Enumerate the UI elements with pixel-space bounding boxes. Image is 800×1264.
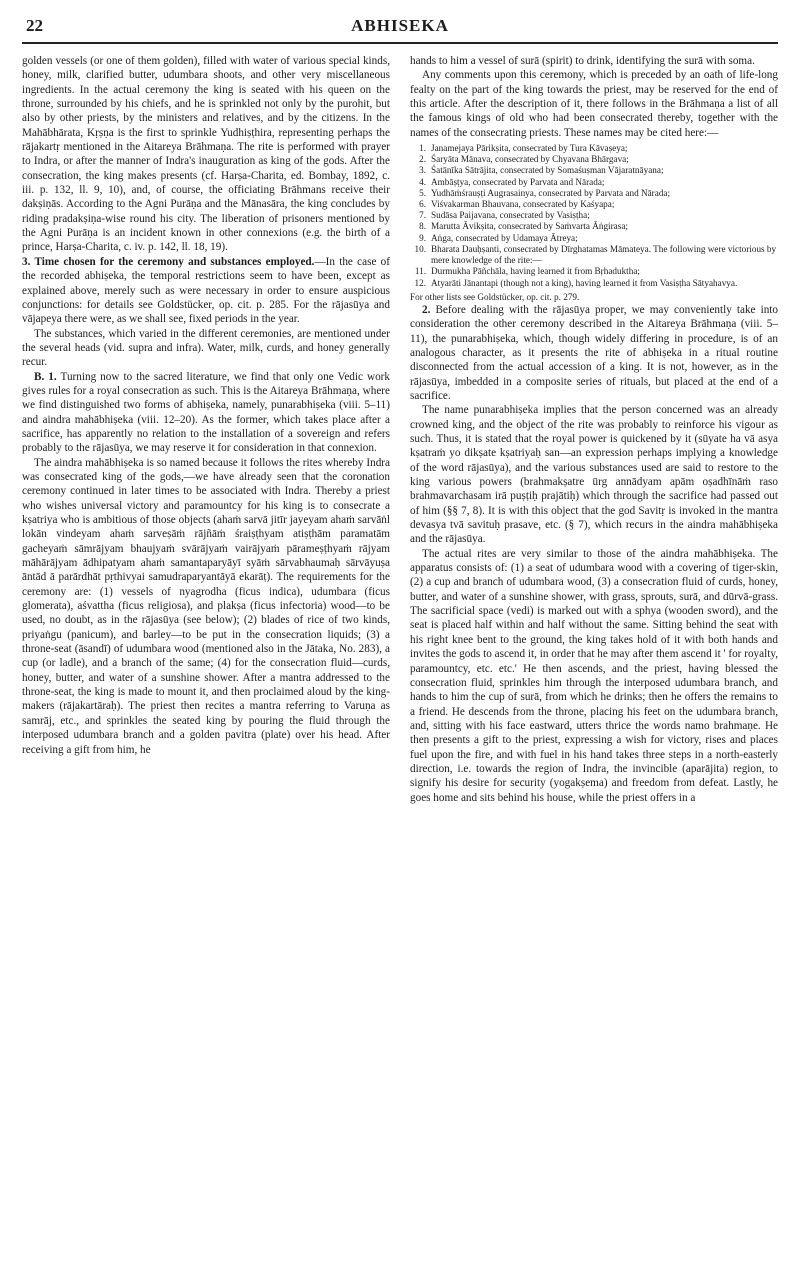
list-number: 3.: [419, 165, 426, 176]
section-heading: 3. Time chosen for the ceremony and substances employed.: [22, 255, 315, 268]
section-paragraph: [22, 370, 390, 456]
list-number: 9.: [419, 232, 426, 243]
list-text: Aṅga, consecrated by Udamaya Ātreya;: [431, 232, 578, 243]
paragraph: Any comments upon this ceremony, which is preceded by an oath of life-long fealty on the part of the king towards the priest, may be reserved for the end of this article. After the description of it, there follows in the Brāhmaṇa a list of all the famous kings of old who had been consecrated thereby, together with the names of the consecrating priests. These names may be cited here:—: [410, 69, 778, 139]
list-item: [410, 244, 778, 266]
section-paragraph: [22, 255, 390, 327]
list-text: Śatānīka Sātrājita, consecrated by Somaśuṣman Vājaratnāyana;: [431, 165, 664, 176]
list-text: Ambāṣṭya, consecrated by Parvata and Nārada;: [431, 176, 605, 187]
section-heading: B. 1.: [34, 370, 57, 383]
paragraph-text: Turning now to the sacred literature, we find that only one Vedic work gives rules for a royal consecration as such. This is the Aitareya Brāhmaṇa, where we find distinguished two forms of abhiṣeka, namely, punarabhiṣeka (viii. 5–11) and aindra mahābhiṣeka (viii. 12–20). As the former, which takes place after a sacrifice, has apparently no relation to the installation of a sovereign and refers probably to the rājasūya, we may reserve it for consideration in that connexion.: [22, 370, 390, 455]
left-column: [22, 54, 390, 805]
list-text: Marutta Āvikṣita, consecrated by Saṁvarta Āṅgirasa;: [431, 221, 628, 232]
page-header: [22, 10, 778, 40]
paragraph: The substances, which varied in the different ceremonies, are mentioned under the several heads (vid. supra and infra). Water, milk, curds, and honey generally recur.: [22, 327, 390, 369]
list-item: [410, 199, 778, 210]
paragraph: The aindra mahābhiṣeka is so named because it follows the rites whereby Indra was consecrated king of the gods,—we have already seen that the coronation ceremony continued in later times to be associated with Indra. Thereby a priest who wishes universal victory and paramountcy for his king is to consecrate a kṣatriya who is ambitious of those objects (ahaṁ sarvā jitīr jayeyam ahaṁ sarvāṅl lokān vindeyam ahaṁ sarveṣāṁ rājñāṁ śraiṣṭhyam atiṣṭhām paramatām gacheyaṁ sāmrājyam bhaujyaṁ svārājyaṁ vairājyaṁ pārameṣṭhyaṁ rājyam māhārājyam ādhipatyam ahaṁ samantaparyāyī syāṁ sārvabhaumaḥ sārvāyuṣa āntād ā parārdhāt pṛthivyai samudraparyantāyā ekarāṭ). The requirements for the ceremony are: (1) vessels of nyagrodha (ficus indica), udumbara (ficus glomerata), aśvattha (ficus religiosa), and plakṣa (ficus infectoria) wood—to be used, no doubt, as in the rājasūya (see below); (2) blades of rice of two kinds, priyaṅgu (panicum), and barley—to be put in the consecration liquids; (3) a throne-seat (āsandī) of udumbara wood (mentioned also in the Jātaka, No. 283), a cup (or ladle), and a branch of the same; (4) for the consecration fluid—curds, honey, butter, and water of a sunshine shower. After a mantra addressed to the throne-seat, the king is made to mount it, and then proclaimed aloud by the king-makers (rājakartāraḥ). The priest then recites a mantra referring to Varuṇa as samrāj, etc., and sprinkles the seated king by pouring the fluid through the interposed udumbara branch and a golden pavitra (plate) over his head. After receiving a gift from him, he: [22, 456, 390, 756]
paragraph: golden vessels (or one of them golden), filled with water of various special kinds, honey, milk, clarified butter, udumbara shoots, and other very miscellaneous ingredients. In the actual ceremony the king is seated with his queen on the throne, surrounded by his chiefs, and he is sprinkled not only by the purohit, but also by other priests, by the ministers and relatives, and by the citizens. In the Mahābhārata, Kṛṣṇa is the first to sprinkle Yudhiṣṭhira, representing perhaps the rājakartṛ mentioned in the Aitareya Brāhmaṇa. The rite is performed with prayer to Indra, or after the manner of Indra's inauguration as king of the gods. After the consecration, the king makes presents (cf. Harṣa-Charita, ed. Bombay, 1892, c. iii. p. 132, ll. 9, 10), and, of course, the officiating Brāhmans receive their dakṣiṇās. According to the Agni Purāṇa and the Mānasāra, the king concludes by riding pradakṣiṇa-wise round his city. The liberation of prisoners mentioned by the Agni Purāṇa is an incident known in other connexions (e.g. the birth of a prince, Harṣa-Charita, c. iv. p. 142, ll. 18, 19).: [22, 55, 390, 254]
section-paragraph: [410, 303, 778, 403]
list-item: [410, 165, 778, 176]
list-text: Durmukha Pāñchāla, having learned it from Bṛhaduktha;: [431, 266, 640, 277]
list-item: [410, 177, 778, 188]
list-number: 12.: [414, 277, 426, 288]
list-number: 6.: [419, 199, 426, 210]
list-text: Yudhāṁśrauṣṭi Augrasainya, consecrated by Parvata and Nārada;: [431, 187, 671, 198]
list-item: [410, 266, 778, 277]
paragraph: hands to him a vessel of surā (spirit) to drink, identifying the surā with soma.: [410, 55, 755, 67]
section-heading: 2.: [422, 303, 431, 316]
list-number: 8.: [419, 221, 426, 232]
list-item: [410, 143, 778, 154]
list-text: Sudāsa Paijavana, consecrated by Vasiṣṭha;: [431, 210, 590, 221]
running-head: ABHISEKA: [351, 16, 449, 35]
list-number: 4.: [419, 176, 426, 187]
list-number: 10.: [414, 243, 426, 254]
paragraph: The actual rites are very similar to those of the aindra mahābhiṣeka. The apparatus consists of: (1) a seat of udumbara wood with a covering of tiger-skin, (2) a cup and branch of udumbara wood, (3) a consecration fluid of curds, honey, butter, and water of a sunshine shower, with grass, sprouts, surā, and dūrvā-grass. The sacrificial space (vedi) is marked out with a sphya (wooden sword), and the seat is placed half within and half without the same. Sitting behind the seat with his right knee bent to the ground, the king takes hold of it with both hands and invites the gods to ascend it, in order that he may after them ascend it ' for royalty, paramountcy, etc. etc.' He then ascends, and the priest, having blessed the consecration fluid, sprinkles him through the interposed udumbara branch, and hands to him the cup of surā, from which he drinks; then he offers the remains to a friend. He descends from the throne, placing his feet on the udumbara branch, and, sitting with his face eastward, utters thrice the words namo brahmaṇe. He then presents a gift to the priest, expressing a wish for victory, rises and places fuel upon the fire, and with fuel in his hand takes three steps in a north-easterly direction, i.e. towards the region of Indra, the invincible (aparājita) region, to signify his desire for security (yogakṣema) and freedom from defeat. Lastly, he goes home and sits behind his house, while the priest offers in a: [410, 547, 778, 804]
list-number: 1.: [419, 143, 426, 154]
paragraph-text: Before dealing with the rājasūya proper, we may conveniently take into consideration the other ceremony described in the Aitareya Brāhmaṇa (viii. 5–11), the punarabhiṣeka, which, though widely differing in procedure, is of an analogous character, as it presents the rite of abhiṣeka in a ritual routine disconnected from the actual accession of a king. It is not, however, as in the rājasūya, imbedded in a composite series of rituals, but placed at the end of a sacrifice.: [410, 303, 778, 402]
list-text: Viśvakarman Bhauvana, consecrated by Kaśyapa;: [431, 199, 615, 210]
list-item: [410, 188, 778, 199]
list-item: [410, 221, 778, 232]
text-columns: [22, 54, 778, 805]
list-number: 5.: [419, 187, 426, 198]
list-text: Atyarāti Jānantapi (though not a king), having learned it from Vasiṣṭha Sātyahavya.: [431, 277, 738, 288]
list-item: [410, 210, 778, 221]
right-column: [410, 54, 778, 805]
list-text: Bharata Dauḥṣanti, consecrated by Dīrghatamas Māmateya. The following were victorious by mere knowledge of the rite:—: [431, 243, 777, 266]
list-item: [410, 278, 778, 289]
list-text: Janamejaya Pārikṣita, consecrated by Tura Kāvaṣeya;: [431, 143, 628, 154]
list-number: 7.: [419, 210, 426, 221]
list-item: [410, 154, 778, 165]
kings-list: [410, 143, 778, 289]
list-note: For other lists see Goldstücker, op. cit. p. 279.: [410, 291, 580, 302]
paragraph-text: —In the case of the recorded abhiṣeka, the temporal restrictions seem to have been, except as explained above, merely such as were necessary in order to ensure auspicious conjunctions: for details see Goldstücker, op. cit. p. 285. For the rājasūya and vājapeya there were, as we shall see, fixed periods in the year.: [22, 255, 390, 326]
paragraph: The name punarabhiṣeka implies that the person concerned was an already crowned king, and the object of the rite was probably to reinforce his vigour as such. Thus, it is stated that the royal power is quickened by it (sūyate ha vā asya kṣatraṁ yo dikṣate kṣatriyaḥ san—an expression perhaps implying a knowledge of the word rājasūya), and the various substances used are said to restore to the king various powers (brahmakṣatre ūrg annādyam apām oṣadhīnāṁ raso brahmavarchasam irā puṣṭiḥ prajātiḥ) which through the sacrifice had passed out of him (§§ 7, 8). It is with this object that the god Savitṛ is invoked in the mantra devasya tvā savituḥ prasave, etc. (§ 7), which recurs in the aindra mahābhiṣeka and the rājasūya.: [410, 404, 778, 546]
header-rule: [22, 42, 778, 44]
list-number: 11.: [414, 266, 426, 277]
list-text: Śaryāta Mānava, consecrated by Chyavana Bhārgava;: [431, 154, 629, 165]
page-number: 22: [26, 16, 43, 35]
list-number: 2.: [419, 154, 426, 165]
list-item: [410, 233, 778, 244]
